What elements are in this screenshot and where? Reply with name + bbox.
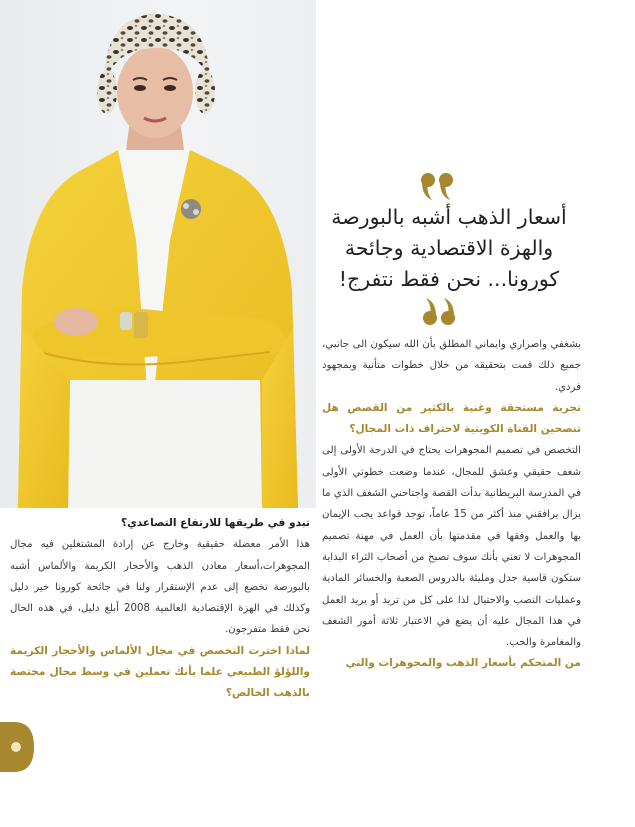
page-tab-icon bbox=[0, 722, 34, 772]
left-text-column bbox=[10, 513, 310, 705]
question-gold-prices: من المتحكم بأسعار الذهب والمجوهرات والتي bbox=[345, 657, 581, 670]
portrait-photo bbox=[0, 0, 316, 508]
question-specialization: لماذا اخترت التخصص في مجال الألماس والأحجار الكريمة واللؤلؤ الطبيعي علما بأنك تعملين في وسط محال مختصة بالذهب الخالص؟ bbox=[10, 644, 310, 700]
intro-paragraph: بشغفي واصراري وايماني المطلق بأن الله سيكون الى جانبي، جميع ذلك قمت بتحقيقه من خلال خطوات متأنية وبمجهود فردي. bbox=[322, 339, 581, 393]
question-gold-prices-continued: تبدو في طريقها للارتفاع التصاعدي؟ bbox=[120, 517, 310, 529]
answer-gold-prices: هذا الأمر معضلة حقيقية وخارج عن إرادة المشتغلين فيه مجال المجوهرات،أسعار معادن الذهب والأحجار الكريمة والألماس أشبه بالبورصة تخضع إلى عدم الإستقرار ولنا في جائحة كورونا خير دليل وكذلك في الهزة الإقتصادية العالمية 2008 أبلغ دليل، في هذه الحال نحن فقط متفرجون. bbox=[10, 539, 310, 636]
answer-advice: التخصص في تصميم المجوهرات يحتاج في الدرجة الأولى إلى شغف حقيقي وعشق للمجال، عندما وضعت خطوتي الأولى في المدرسة البريطانية بدأت القصة واجتاحني الشغف الذي ما يزال يرافقني منذ أكثر من 15 عاماً، توجد قواعد يجب الإيمان بها والعمل وفقها في مقدمتها بأن العمل في مهنة تصميم المجوهرات لا تعني بأنك سوف تصبح من أصحاب الثراء البداية ستكون قاسية جدل ومليئة بالدروس الصعبة والخسائر المادية وعمليات النصب والاحتيال لذا على كل من تريد أو يريد العمل في هذا المجال عليه أن يضع في الاعتبار ثلاثة أمور الشغف والمغامرة والحب. bbox=[322, 445, 581, 649]
headline: أسعار الذهب أشبه بالبورصة والهزة الاقتصادية وجائحة كورونا... نحن فقط نتفرج! bbox=[331, 205, 567, 291]
right-text-column bbox=[322, 334, 581, 675]
close-quote-icon bbox=[418, 296, 458, 328]
portrait-illustration bbox=[0, 0, 316, 508]
question-advice: تجربة مستحقة وغنية بالكثير من القصص هل تنصحين الفتاة الكويتية لاحتراف ذات المجال؟ bbox=[322, 401, 581, 436]
open-quote-icon bbox=[418, 170, 458, 202]
